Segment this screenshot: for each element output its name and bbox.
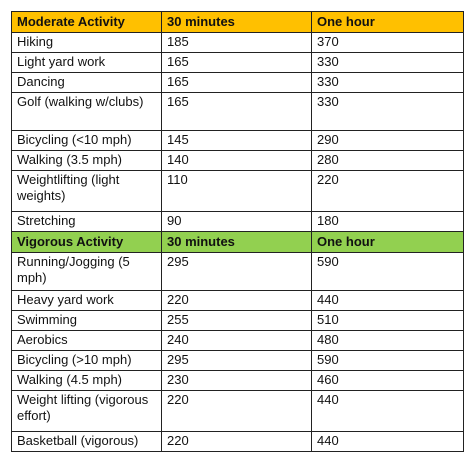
thirty-minutes-cell: 220 xyxy=(162,391,312,432)
one-hour-cell: 460 xyxy=(312,371,464,391)
thirty-minutes-cell: 295 xyxy=(162,351,312,371)
thirty-minutes-cell: 165 xyxy=(162,53,312,73)
one-hour-cell: 440 xyxy=(312,432,464,452)
column-header-one-hour: One hour xyxy=(312,232,464,253)
table-row xyxy=(12,311,464,331)
column-header-one-hour: One hour xyxy=(312,12,464,33)
one-hour-cell: 330 xyxy=(312,73,464,93)
activity-cell: Running/Jogging (5 mph) xyxy=(12,253,162,291)
one-hour-cell: 440 xyxy=(312,391,464,432)
thirty-minutes-cell: 185 xyxy=(162,33,312,53)
one-hour-cell: 590 xyxy=(312,253,464,291)
activity-cell: Aerobics xyxy=(12,331,162,351)
table-row xyxy=(12,331,464,351)
one-hour-cell: 280 xyxy=(312,151,464,171)
table-row xyxy=(12,253,464,291)
table-row xyxy=(12,432,464,452)
activity-cell: Walking (3.5 mph) xyxy=(12,151,162,171)
activity-cell: Light yard work xyxy=(12,53,162,73)
table-row xyxy=(12,371,464,391)
column-header-30-minutes: 30 minutes xyxy=(162,12,312,33)
one-hour-cell: 180 xyxy=(312,212,464,232)
activity-cell: Bicycling (>10 mph) xyxy=(12,351,162,371)
table-row xyxy=(12,33,464,53)
one-hour-cell: 220 xyxy=(312,171,464,212)
activity-cell: Walking (4.5 mph) xyxy=(12,371,162,391)
one-hour-cell: 330 xyxy=(312,53,464,73)
activity-cell: Basketball (vigorous) xyxy=(12,432,162,452)
activity-cell: Bicycling (<10 mph) xyxy=(12,131,162,151)
activity-cell: Weightlifting (light weights) xyxy=(12,171,162,212)
table-row xyxy=(12,131,464,151)
one-hour-cell: 290 xyxy=(312,131,464,151)
activity-cell: Weight lifting (vigorous effort) xyxy=(12,391,162,432)
one-hour-cell: 590 xyxy=(312,351,464,371)
thirty-minutes-cell: 145 xyxy=(162,131,312,151)
thirty-minutes-cell: 220 xyxy=(162,291,312,311)
one-hour-cell: 480 xyxy=(312,331,464,351)
activity-cell: Hiking xyxy=(12,33,162,53)
column-header-activity: Vigorous Activity xyxy=(12,232,162,253)
calorie-burn-table xyxy=(11,11,464,452)
activity-cell: Golf (walking w/clubs) xyxy=(12,93,162,131)
column-header-activity: Moderate Activity xyxy=(12,12,162,33)
thirty-minutes-cell: 90 xyxy=(162,212,312,232)
table-row xyxy=(12,291,464,311)
table-row xyxy=(12,212,464,232)
thirty-minutes-cell: 230 xyxy=(162,371,312,391)
one-hour-cell: 370 xyxy=(312,33,464,53)
table-row xyxy=(12,93,464,131)
table-row xyxy=(12,171,464,212)
one-hour-cell: 440 xyxy=(312,291,464,311)
table-row xyxy=(12,53,464,73)
thirty-minutes-cell: 255 xyxy=(162,311,312,331)
column-header-30-minutes: 30 minutes xyxy=(162,232,312,253)
table-row xyxy=(12,151,464,171)
thirty-minutes-cell: 165 xyxy=(162,73,312,93)
thirty-minutes-cell: 110 xyxy=(162,171,312,212)
moderate-header-row xyxy=(12,12,464,33)
thirty-minutes-cell: 295 xyxy=(162,253,312,291)
thirty-minutes-cell: 220 xyxy=(162,432,312,452)
thirty-minutes-cell: 165 xyxy=(162,93,312,131)
thirty-minutes-cell: 140 xyxy=(162,151,312,171)
table-row xyxy=(12,73,464,93)
one-hour-cell: 330 xyxy=(312,93,464,131)
activity-cell: Swimming xyxy=(12,311,162,331)
activity-cell: Heavy yard work xyxy=(12,291,162,311)
activity-cell: Dancing xyxy=(12,73,162,93)
thirty-minutes-cell: 240 xyxy=(162,331,312,351)
table-row xyxy=(12,351,464,371)
activity-cell: Stretching xyxy=(12,212,162,232)
vigorous-header-row xyxy=(12,232,464,253)
table-row xyxy=(12,391,464,432)
one-hour-cell: 510 xyxy=(312,311,464,331)
